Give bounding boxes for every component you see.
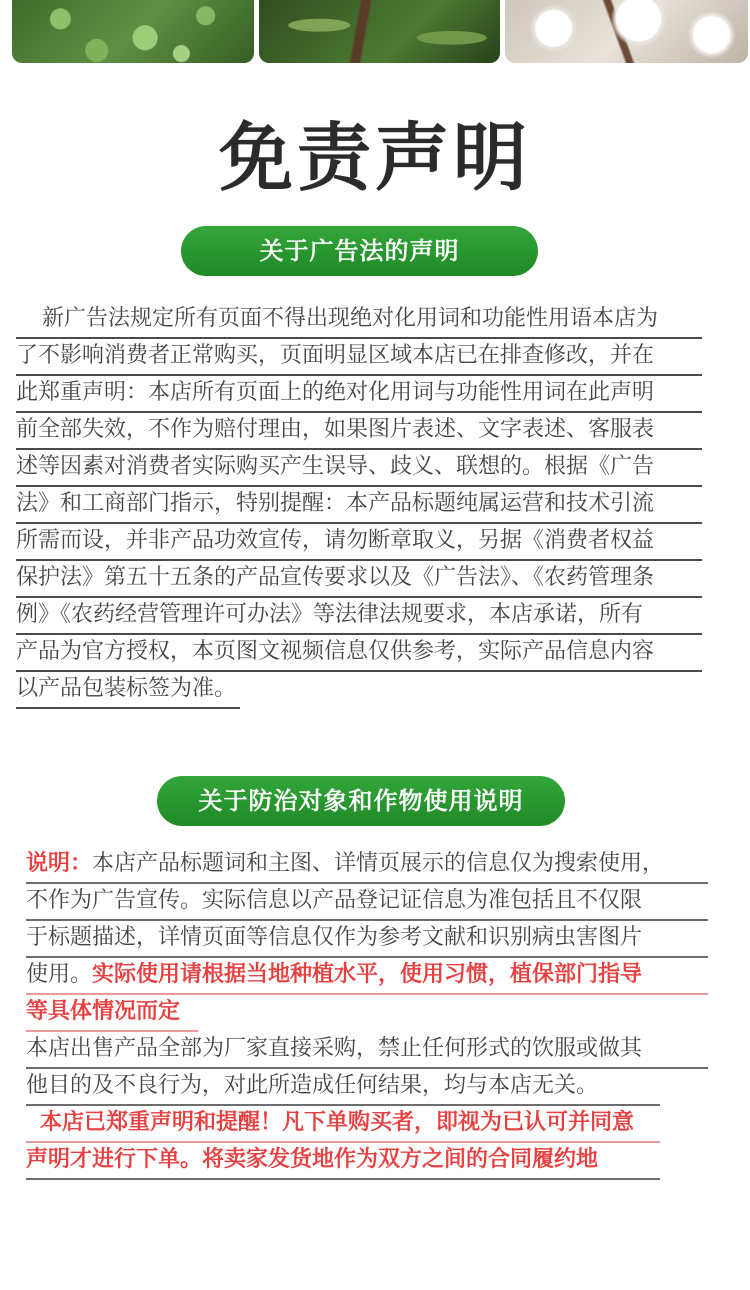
highlight-text: 等具体情况而定 — [26, 999, 181, 1024]
page-title: 免责声明 — [219, 115, 531, 201]
note-text: 本店产品标题词和主图、详情页展示的信息仅为搜索使用， — [92, 851, 665, 876]
paragraph-line: 了不影响消费者正常购买，页面明显区域本店已在排查修改，并在 — [16, 339, 702, 376]
note-label: 说明： — [26, 851, 93, 876]
paragraph-line: 不作为广告宣传。实际信息以产品登记证信息为准包括且不仅限 — [26, 884, 708, 921]
photo-strip — [0, 0, 750, 66]
cotton-plant-branch-photo — [259, 0, 500, 63]
paragraph-line: 法》和工商部门指示，特别提醒：本产品标题纯属运营和技术引流 — [16, 487, 702, 524]
highlight-text: 实际使用请根据当地种植水平，使用习惯，植保部门指导 — [92, 962, 643, 987]
paragraph-line — [26, 1106, 660, 1143]
cotton-boll-photo — [505, 0, 748, 63]
advertising-law-paragraph — [16, 302, 704, 709]
paragraph-line — [26, 847, 708, 884]
paragraph-line: 产品为官方授权，本页图文视频信息仅供参考，实际产品信息内容 — [16, 635, 702, 672]
paragraph-line — [26, 958, 708, 995]
paragraph-line: 他目的及不良行为，对此所造成任何结果，均与本店无关。 — [26, 1069, 660, 1106]
paragraph-line: 以产品包装标签为准。 — [16, 672, 240, 709]
paragraph-line: 于标题描述，详情页面等信息仅作为参考文献和识别病虫害图片 — [26, 921, 708, 958]
highlight-text: 本店已郑重声明和提醒！凡下单购买者，即视为已认可并同意 — [40, 1110, 635, 1135]
paragraph-line: 述等因素对消费者实际购买产生误导、歧义、联想的。根据《广告 — [16, 450, 702, 487]
clover-leaves-photo — [12, 0, 254, 63]
paragraph-line: 此郑重声明：本店所有页面上的绝对化用词与功能性用词在此声明 — [16, 376, 702, 413]
paragraph-line: 所需而设，并非产品功效宣传，请勿断章取义，另据《消费者权益 — [16, 524, 702, 561]
section-heading-advertising-law: 关于广告法的声明 — [181, 226, 538, 276]
paragraph-line: 前全部失效，不作为赔付理由，如果图片表述、文字表述、客服表 — [16, 413, 702, 450]
note-text: 使用。 — [26, 962, 93, 987]
paragraph-line — [26, 995, 198, 1032]
usage-notes-paragraph — [26, 847, 716, 1180]
paragraph-line: 新广告法规定所有页面不得出现绝对化用词和功能性用语本店为 — [16, 302, 702, 339]
paragraph-line: 本店出售产品全部为厂家直接采购，禁止任何形式的饮服或做其 — [26, 1032, 708, 1069]
paragraph-line: 保护法》第五十五条的产品宣传要求以及《广告法》、《农药管理条 — [16, 561, 702, 598]
paragraph-line — [26, 1143, 660, 1180]
paragraph-line: 例》《农药经营管理许可办法》等法律法规要求，本店承诺，所有 — [16, 598, 702, 635]
section-heading-usage-notes: 关于防治对象和作物使用说明 — [157, 776, 565, 826]
highlight-text: 声明才进行下单。将卖家发货地作为双方之间的合同履约地 — [26, 1147, 599, 1172]
